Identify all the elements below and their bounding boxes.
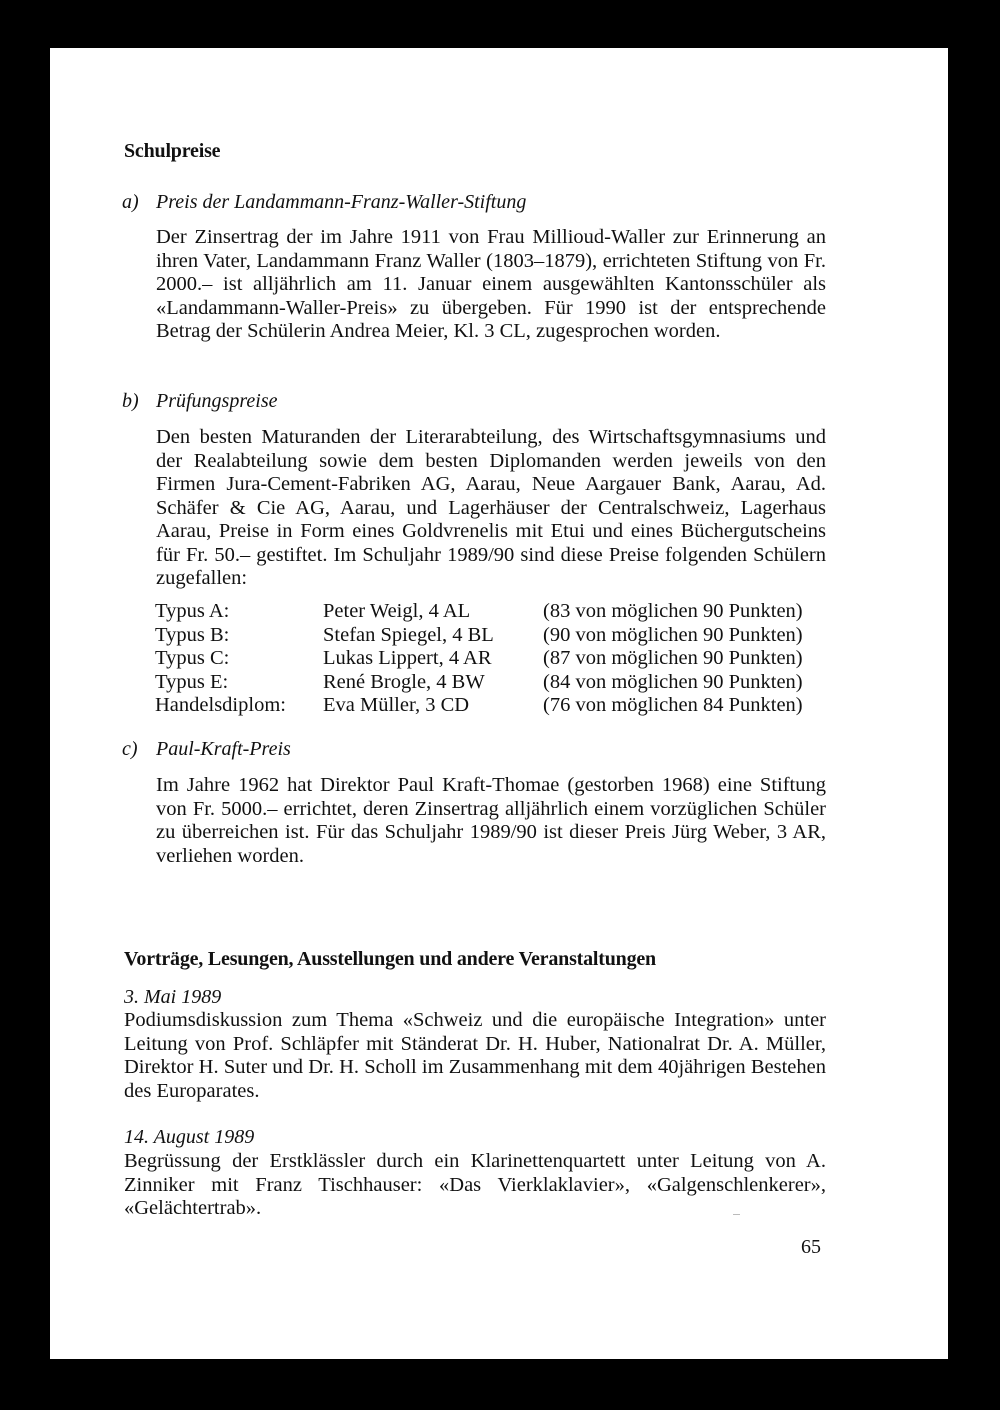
type-cell: Typus E: — [155, 670, 229, 693]
stray-mark — [733, 1214, 740, 1215]
subsection-a-text: Der Zinsertrag der im Jahre 1911 von Frau Millioud-Waller zur Erinnerung an ihren Vater, Landammann Franz Waller (1803–1879), errichteten Stiftung von Fr. 2000.– ist alljährlich am 11. Januar einem ausgewählten Kantonsschüler als «Landammann-Waller-Preis» zu übergeben. Für 1990 ist der entsprechende Betrag der Schülerin Andrea Meier, Kl. 3 CL, zugesprochen worden. — [156, 226, 826, 342]
points-cell: (83 von möglichen 90 Punkten) — [543, 600, 803, 622]
subsection-c-marker: c) — [122, 738, 138, 760]
subsection-a-label — [122, 191, 526, 214]
name-cell: Lukas Lippert, 4 AR — [323, 647, 492, 670]
event-date: 14. August 1989 — [124, 1126, 255, 1148]
subsection-b-label — [122, 390, 277, 413]
name-cell: René Brogle, 4 BW — [323, 670, 485, 693]
subsection-b-text: Den besten Maturanden der Literarabteilung, des Wirtschaftsgymnasiums und der Realabteilung sowie dem besten Diplomanden werden jeweils von den Firmen Jura-Cement-Fabriken AG, Aarau, Neue Aargauer Bank, Aarau, Ad. Schäfer & Cie AG, Aarau, und Lagerhäuser der Centralschweiz, Lagerhaus Aarau, Preise in Form eines Goldvrenelis mit Etui und eines Büchergutscheins für Fr. 50.– gestiftet. Im Schuljahr 1989/90 sind diese Preise folgenden Schülern zugefallen: — [156, 426, 826, 589]
subsection-c-title: Paul-Kraft-Preis — [156, 738, 291, 760]
subsection-c-label — [122, 738, 291, 761]
event-text: Podiumsdiskussion zum Thema «Schweiz und die europäische Integration» unter Leitung von Prof. Schläpfer mit Ständerat Dr. H. Huber, Nationalrat Dr. A. Müller, Direktor H. Suter und Dr. H. Scholl im Zusammenhang mit dem 40jährigen Bestehen des Europarates. — [124, 1009, 826, 1102]
subsection-b-title: Prüfungspreise — [156, 390, 278, 412]
points-cell: (87 von möglichen 90 Punkten) — [543, 647, 803, 670]
subsection-b-marker: b) — [122, 390, 139, 412]
table-row — [155, 624, 827, 648]
subsection-a-title: Preis der Landammann-Franz-Waller-Stiftung — [156, 191, 527, 213]
prize-winners-table — [155, 600, 827, 718]
table-row — [155, 671, 827, 695]
points-cell: (90 von möglichen 90 Punkten) — [543, 623, 803, 646]
section-heading-schulpreise: Schulpreise — [124, 140, 221, 162]
type-cell: Typus C: — [155, 647, 230, 670]
table-row — [155, 600, 827, 624]
type-cell: Typus A: — [155, 600, 230, 622]
table-row — [155, 694, 827, 718]
points-cell: (84 von möglichen 90 Punkten) — [543, 670, 803, 693]
name-cell: Eva Müller, 3 CD — [323, 694, 470, 717]
subsection-a-marker: a) — [122, 191, 139, 213]
points-cell: (76 von möglichen 84 Punkten) — [543, 694, 803, 717]
event-text: Begrüssung der Erstklässler durch ein Klarinettenquartett unter Leitung von A. Zinniker mit Franz Tischhauser: «Das Vierklaklavier», «Galgenschlenkerer», «Gelächtertrab». — [124, 1150, 826, 1219]
subsection-c-text: Im Jahre 1962 hat Direktor Paul Kraft-Thomae (gestorben 1968) eine Stiftung von Fr. 5000.– errichtet, deren Zinsertrag alljährlich einem vorzüglichen Schüler zu überreichen ist. Für das Schuljahr 1989/90 ist dieser Preis Jürg Weber, 3 AR, verliehen worden. — [156, 774, 826, 867]
page-number: 65 — [801, 1236, 821, 1258]
name-cell: Peter Weigl, 4 AL — [323, 600, 471, 622]
section-heading-veranstaltungen: Vorträge, Lesungen, Ausstellungen und andere Veranstaltungen — [124, 948, 656, 970]
type-cell: Typus B: — [155, 623, 230, 646]
name-cell: Stefan Spiegel, 4 BL — [323, 623, 494, 646]
document-page — [50, 48, 948, 1359]
event-date: 3. Mai 1989 — [124, 986, 222, 1008]
type-cell: Handelsdiplom: — [155, 694, 286, 717]
table-row — [155, 647, 827, 671]
